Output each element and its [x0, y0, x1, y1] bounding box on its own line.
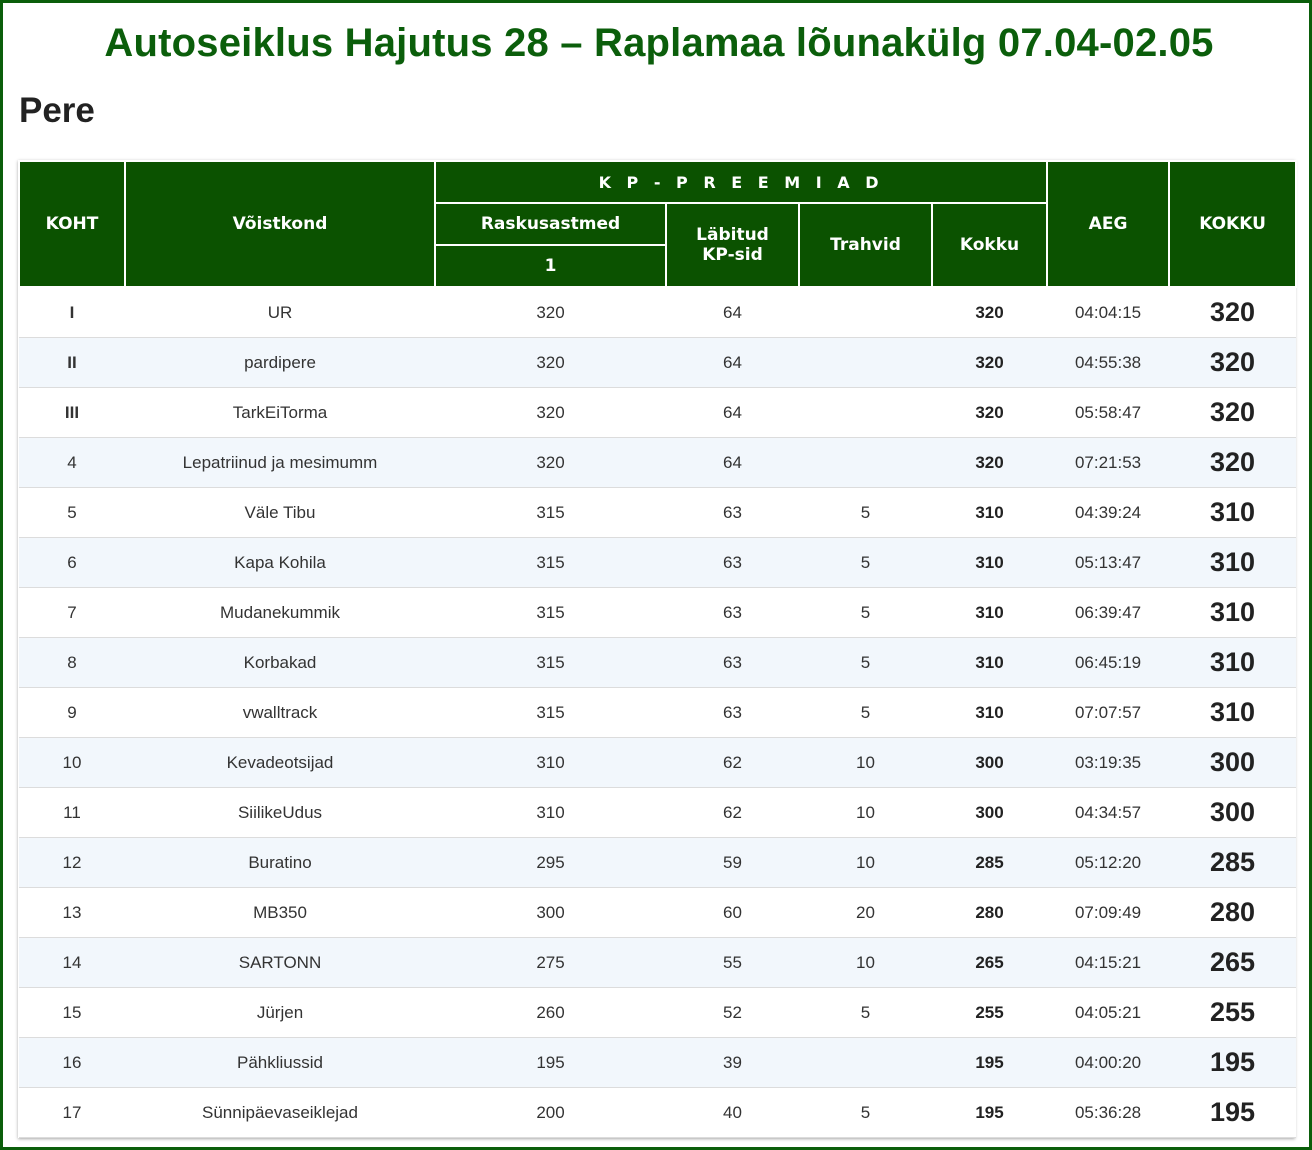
cell-aeg: 03:19:35 — [1047, 738, 1169, 788]
cell-aeg: 04:15:21 — [1047, 938, 1169, 988]
cell-kokku-kp: 320 — [932, 338, 1047, 388]
table-row — [19, 438, 1296, 488]
cell-labitud-kp: 63 — [666, 538, 799, 588]
cell-voistkond: Kapa Kohila — [125, 538, 435, 588]
cell-voistkond: UR — [125, 287, 435, 338]
cell-koht: II — [19, 338, 125, 388]
cell-koht: 13 — [19, 888, 125, 938]
cell-labitud-kp: 64 — [666, 438, 799, 488]
cell-kokku: 310 — [1169, 488, 1296, 538]
table-row — [19, 638, 1296, 688]
cell-voistkond: MB350 — [125, 888, 435, 938]
cell-kokku-kp: 195 — [932, 1088, 1047, 1138]
cell-kokku-kp: 320 — [932, 388, 1047, 438]
cell-aeg: 04:04:15 — [1047, 287, 1169, 338]
cell-voistkond: Kevadeotsijad — [125, 738, 435, 788]
cell-kokku: 320 — [1169, 388, 1296, 438]
cell-trahvid — [799, 388, 932, 438]
table-header — [19, 161, 1296, 287]
cell-kokku: 255 — [1169, 988, 1296, 1038]
cell-voistkond: Lepatriinud ja mesimumm — [125, 438, 435, 488]
cell-voistkond: Pähkliussid — [125, 1038, 435, 1088]
cell-voistkond: pardipere — [125, 338, 435, 388]
results-table — [18, 160, 1297, 1138]
cell-labitud-kp: 39 — [666, 1038, 799, 1088]
cell-raskusaste-1: 320 — [435, 438, 666, 488]
table-row — [19, 338, 1296, 388]
cell-aeg: 04:05:21 — [1047, 988, 1169, 1038]
cell-raskusaste-1: 275 — [435, 938, 666, 988]
header-raskusaste-1: 1 — [435, 245, 666, 287]
header-kp-preemiad: K P - P R E E M I A D — [435, 161, 1047, 203]
table-row — [19, 938, 1296, 988]
cell-kokku-kp: 285 — [932, 838, 1047, 888]
cell-aeg: 07:07:57 — [1047, 688, 1169, 738]
cell-kokku: 310 — [1169, 588, 1296, 638]
cell-koht: 14 — [19, 938, 125, 988]
cell-kokku: 285 — [1169, 838, 1296, 888]
cell-labitud-kp: 40 — [666, 1088, 799, 1138]
cell-kokku: 310 — [1169, 688, 1296, 738]
cell-trahvid: 5 — [799, 638, 932, 688]
cell-labitud-kp: 59 — [666, 838, 799, 888]
cell-labitud-kp: 55 — [666, 938, 799, 988]
cell-raskusaste-1: 315 — [435, 688, 666, 738]
cell-trahvid — [799, 338, 932, 388]
cell-aeg: 05:36:28 — [1047, 1088, 1169, 1138]
table-row — [19, 988, 1296, 1038]
cell-aeg: 06:45:19 — [1047, 638, 1169, 688]
cell-raskusaste-1: 310 — [435, 738, 666, 788]
cell-trahvid: 10 — [799, 838, 932, 888]
cell-voistkond: Buratino — [125, 838, 435, 888]
cell-kokku: 320 — [1169, 287, 1296, 338]
cell-kokku: 265 — [1169, 938, 1296, 988]
cell-aeg: 04:55:38 — [1047, 338, 1169, 388]
cell-koht: 16 — [19, 1038, 125, 1088]
table-row — [19, 287, 1296, 338]
category-heading: Pere — [19, 91, 95, 130]
cell-voistkond: Mudanekummik — [125, 588, 435, 638]
cell-kokku-kp: 300 — [932, 738, 1047, 788]
cell-raskusaste-1: 320 — [435, 338, 666, 388]
header-voistkond: Võistkond — [125, 161, 435, 287]
cell-koht: 10 — [19, 738, 125, 788]
cell-voistkond: Sünnipäevaseiklejad — [125, 1088, 435, 1138]
cell-kokku-kp: 310 — [932, 538, 1047, 588]
cell-aeg: 05:12:20 — [1047, 838, 1169, 888]
cell-labitud-kp: 63 — [666, 638, 799, 688]
cell-aeg: 05:13:47 — [1047, 538, 1169, 588]
cell-labitud-kp: 60 — [666, 888, 799, 938]
cell-koht: 6 — [19, 538, 125, 588]
cell-trahvid: 10 — [799, 738, 932, 788]
cell-aeg: 07:09:49 — [1047, 888, 1169, 938]
cell-kokku-kp: 310 — [932, 588, 1047, 638]
cell-kokku-kp: 310 — [932, 488, 1047, 538]
cell-aeg: 04:00:20 — [1047, 1038, 1169, 1088]
cell-voistkond: Jürjen — [125, 988, 435, 1038]
cell-kokku-kp: 265 — [932, 938, 1047, 988]
cell-koht: 4 — [19, 438, 125, 488]
cell-aeg: 05:58:47 — [1047, 388, 1169, 438]
cell-labitud-kp: 64 — [666, 388, 799, 438]
cell-trahvid — [799, 287, 932, 338]
results-table-wrapper — [18, 160, 1295, 1138]
cell-koht: I — [19, 287, 125, 338]
table-row — [19, 838, 1296, 888]
cell-koht: 8 — [19, 638, 125, 688]
cell-kokku-kp: 255 — [932, 988, 1047, 1038]
header-trahvid: Trahvid — [799, 203, 932, 287]
cell-kokku: 310 — [1169, 538, 1296, 588]
cell-trahvid: 5 — [799, 688, 932, 738]
cell-kokku-kp: 310 — [932, 688, 1047, 738]
cell-raskusaste-1: 195 — [435, 1038, 666, 1088]
cell-koht: 11 — [19, 788, 125, 838]
cell-koht: 9 — [19, 688, 125, 738]
cell-raskusaste-1: 200 — [435, 1088, 666, 1138]
cell-kokku: 195 — [1169, 1038, 1296, 1088]
cell-koht: 5 — [19, 488, 125, 538]
cell-trahvid — [799, 438, 932, 488]
cell-labitud-kp: 64 — [666, 287, 799, 338]
cell-trahvid: 20 — [799, 888, 932, 938]
cell-koht: 17 — [19, 1088, 125, 1138]
header-labitud-line1: Läbitud — [696, 225, 769, 245]
cell-raskusaste-1: 315 — [435, 538, 666, 588]
cell-labitud-kp: 62 — [666, 788, 799, 838]
cell-koht: 12 — [19, 838, 125, 888]
header-labitud-kp — [666, 203, 799, 287]
cell-kokku: 300 — [1169, 788, 1296, 838]
cell-kokku: 195 — [1169, 1088, 1296, 1138]
header-labitud-line2: KP-sid — [702, 245, 763, 265]
cell-koht: 7 — [19, 588, 125, 638]
cell-kokku: 310 — [1169, 638, 1296, 688]
cell-raskusaste-1: 315 — [435, 638, 666, 688]
header-kokku: KOKKU — [1169, 161, 1296, 287]
table-row — [19, 738, 1296, 788]
cell-kokku-kp: 310 — [932, 638, 1047, 688]
cell-aeg: 07:21:53 — [1047, 438, 1169, 488]
table-row — [19, 538, 1296, 588]
table-row — [19, 1038, 1296, 1088]
table-row — [19, 1088, 1296, 1138]
cell-raskusaste-1: 320 — [435, 287, 666, 338]
cell-labitud-kp: 52 — [666, 988, 799, 1038]
cell-raskusaste-1: 320 — [435, 388, 666, 438]
cell-voistkond: SiilikeUdus — [125, 788, 435, 838]
table-row — [19, 488, 1296, 538]
cell-labitud-kp: 63 — [666, 688, 799, 738]
cell-koht: III — [19, 388, 125, 438]
header-aeg: AEG — [1047, 161, 1169, 287]
cell-voistkond: Väle Tibu — [125, 488, 435, 538]
cell-labitud-kp: 63 — [666, 588, 799, 638]
cell-kokku: 280 — [1169, 888, 1296, 938]
cell-kokku-kp: 320 — [932, 287, 1047, 338]
cell-labitud-kp: 62 — [666, 738, 799, 788]
cell-trahvid: 10 — [799, 788, 932, 838]
cell-labitud-kp: 63 — [666, 488, 799, 538]
cell-aeg: 04:39:24 — [1047, 488, 1169, 538]
cell-labitud-kp: 64 — [666, 338, 799, 388]
page-title: Autoseiklus Hajutus 28 – Raplamaa lõunakülg 07.04-02.05 — [104, 21, 1214, 65]
table-row — [19, 588, 1296, 638]
header-kokku-kp: Kokku — [932, 203, 1047, 287]
table-row — [19, 388, 1296, 438]
table-body — [19, 287, 1296, 1138]
cell-trahvid: 5 — [799, 988, 932, 1038]
cell-raskusaste-1: 315 — [435, 488, 666, 538]
cell-voistkond: TarkEiTorma — [125, 388, 435, 438]
cell-trahvid: 5 — [799, 1088, 932, 1138]
cell-kokku: 320 — [1169, 438, 1296, 488]
cell-raskusaste-1: 295 — [435, 838, 666, 888]
table-row — [19, 688, 1296, 738]
cell-raskusaste-1: 315 — [435, 588, 666, 638]
cell-kokku-kp: 195 — [932, 1038, 1047, 1088]
cell-aeg: 06:39:47 — [1047, 588, 1169, 638]
cell-trahvid — [799, 1038, 932, 1088]
cell-raskusaste-1: 310 — [435, 788, 666, 838]
cell-raskusaste-1: 300 — [435, 888, 666, 938]
header-koht: KOHT — [19, 161, 125, 287]
cell-trahvid: 10 — [799, 938, 932, 988]
cell-voistkond: vwalltrack — [125, 688, 435, 738]
table-row — [19, 888, 1296, 938]
cell-kokku: 320 — [1169, 338, 1296, 388]
cell-trahvid: 5 — [799, 538, 932, 588]
cell-kokku-kp: 280 — [932, 888, 1047, 938]
cell-raskusaste-1: 260 — [435, 988, 666, 1038]
cell-kokku-kp: 320 — [932, 438, 1047, 488]
cell-kokku-kp: 300 — [932, 788, 1047, 838]
cell-voistkond: SARTONN — [125, 938, 435, 988]
cell-koht: 15 — [19, 988, 125, 1038]
cell-trahvid: 5 — [799, 588, 932, 638]
cell-aeg: 04:34:57 — [1047, 788, 1169, 838]
table-row — [19, 788, 1296, 838]
cell-voistkond: Korbakad — [125, 638, 435, 688]
header-raskusastmed: Raskusastmed — [435, 203, 666, 245]
cell-trahvid: 5 — [799, 488, 932, 538]
cell-kokku: 300 — [1169, 738, 1296, 788]
